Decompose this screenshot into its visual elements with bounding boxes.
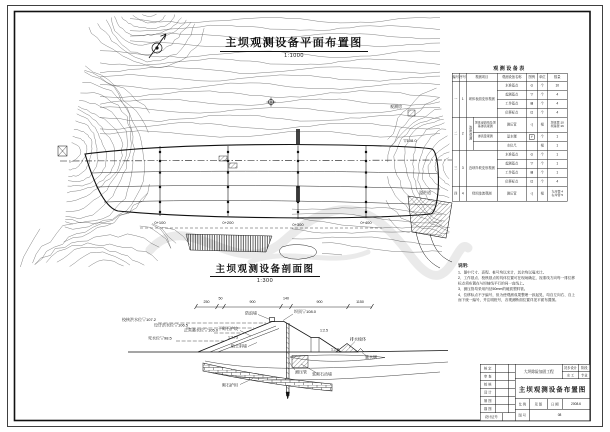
group-seq: 3: [459, 150, 466, 186]
piezometer-label: 测压管: [295, 369, 307, 375]
qty-line: 坝基管:16: [550, 124, 564, 128]
riprap-hatch: [186, 234, 272, 252]
section-title: 主坝观测设备剖面图: [210, 261, 319, 277]
unit-cell: 根: [537, 186, 547, 201]
cutoff-wall-hatch: [292, 356, 308, 368]
station-label: 0+400: [360, 220, 372, 225]
station-label: 0+300: [292, 222, 304, 227]
unit-cell: 个: [537, 150, 547, 159]
weir-legend-icon: ∨: [530, 135, 533, 139]
device-name: 水准基点: [497, 150, 526, 159]
table-row: [452, 186, 567, 201]
dim-value: 900: [249, 300, 256, 304]
notes-heading: 说明:: [458, 263, 469, 268]
sign-row: [481, 404, 516, 412]
equipment-table-panel: [452, 64, 568, 196]
unit-cell: 个: [537, 132, 547, 141]
title-block: [480, 364, 590, 421]
stage-value: 初步设计: [563, 364, 580, 371]
sign-row: [481, 380, 516, 388]
device-name: 位移标点: [497, 177, 526, 186]
weir-label: 量水堰: [365, 354, 377, 360]
qty-cell: 4: [547, 108, 567, 117]
sub-project-cell: 渗流量观测: [473, 132, 497, 141]
project-name: 大坝除险加固工程: [516, 364, 563, 378]
device-name: 位移标点: [497, 108, 526, 117]
qty-line: 右岸管:5: [551, 193, 563, 197]
section-view: [128, 304, 448, 399]
device-name: 起测基点: [497, 159, 526, 168]
table-row: [452, 117, 567, 132]
legend-symbol: ○|: [526, 117, 537, 132]
sign-label: 描 图: [481, 404, 496, 412]
spillway-label: 溢洪道: [419, 190, 431, 195]
date-value: 2008.6: [571, 401, 581, 406]
slope-ratio: 1:2.0: [331, 347, 339, 352]
qty-cell: [547, 117, 567, 132]
drain-prism: [336, 344, 358, 353]
parapet-label: 防浪墙: [245, 310, 257, 316]
note-item: 2、工作基点、校核基点的具体位置可在现场确定，视准线方向每一排位移标点须布置在与坝轴线平行的同一直线上。: [458, 275, 576, 286]
device-name: 测压管: [497, 186, 526, 201]
project-cell-vertical: [466, 117, 473, 150]
unit-cell: 个: [537, 168, 547, 177]
unit-cell: 个: [537, 159, 547, 168]
qty-cell: 10: [547, 81, 567, 90]
north-arrow-icon: [149, 34, 166, 58]
legend-symbol: ⊡: [526, 177, 537, 186]
note-item: 3、测压管均采用内径50mm的硬质塑料管。: [458, 286, 528, 292]
scale-value: 见 图: [530, 398, 548, 408]
station-label: 0+100: [154, 220, 166, 225]
legend-symbol: ⊠: [526, 168, 537, 177]
dam-axis-line: [60, 160, 456, 161]
table-row: [452, 81, 567, 90]
device-name: 工作基点: [497, 168, 526, 177]
device-name: 量水堰: [497, 132, 526, 141]
device-name: 水准基点: [497, 81, 526, 90]
qty-line: 坝体管:10: [550, 121, 564, 125]
dim-value: 50: [218, 296, 223, 301]
dam-outline: [85, 145, 438, 218]
sign-label: 制 图: [481, 396, 496, 404]
slope-ratio: 1:2.5: [320, 328, 328, 333]
drawing-no-label: 图 号: [516, 409, 530, 420]
device-name: 测压管: [497, 117, 526, 132]
unit-cell: 根: [537, 117, 547, 132]
benchmark-icon: [267, 98, 276, 107]
legend-symbol: ⊠: [526, 99, 537, 108]
qty-cell: 4: [547, 99, 567, 108]
qty-cell: 1: [547, 150, 567, 159]
project-cell: 近坝岸坡变形观测: [466, 150, 497, 186]
unit-cell: 个: [537, 81, 547, 90]
unit-cell: 根: [537, 141, 547, 150]
legend-symbol: [526, 132, 537, 141]
project-cell: 坝体表面变形观测: [466, 81, 497, 117]
dim-value: 140: [283, 296, 289, 301]
cutoff-label: 浆砌石齿墙: [312, 371, 332, 377]
stage-label: 阶段: [581, 366, 588, 370]
drawing-title: 主坝观测设备布置图: [516, 379, 590, 399]
plan-title-block: [206, 33, 382, 59]
col-header: 数量: [547, 73, 567, 81]
group-no: 二: [452, 117, 459, 150]
sign-row: [481, 388, 516, 396]
water-level-label: 校核洪水位▽107.2: [122, 317, 157, 322]
qty-cell: 1: [547, 159, 567, 168]
date-label: 日 期: [548, 398, 563, 408]
legend-symbol: ⊡: [526, 108, 537, 117]
col-header: 序号: [459, 73, 466, 81]
unit-cell: 个: [537, 177, 547, 186]
sign-row: [481, 372, 516, 380]
qty-cell: 4: [547, 177, 567, 186]
crest-label: 坝顶▽108.0: [294, 309, 317, 314]
qty-line: 左岸管:4: [551, 190, 563, 194]
section-title-block: [190, 259, 340, 284]
notes-panel: [458, 262, 578, 358]
signature-column: [481, 364, 516, 420]
sign-label: 设 计: [481, 388, 496, 396]
drawing-no-row: [516, 409, 590, 420]
equipment-table: [452, 73, 568, 202]
unit-cell: 个: [537, 108, 547, 117]
house-label: 观测房: [390, 104, 402, 109]
col-header: 图例: [526, 73, 537, 81]
legend-symbol: ○|: [526, 186, 537, 201]
qty-cell: [547, 186, 567, 201]
sub-project-cell: [473, 141, 497, 150]
sign-row: [481, 364, 516, 372]
water-level-label: 设计洪水位▽106.5: [154, 322, 189, 328]
apron-label: 砌石护坦: [222, 382, 238, 388]
sign-row: [481, 412, 516, 420]
device-name: 水位尺: [497, 141, 526, 150]
note-item: 1、图中尺寸、高程、桩号均以米计，其余均以毫米计。: [458, 270, 547, 275]
sign-label: 设计证号: [481, 412, 503, 420]
note-item: 4、位移标点不予编号，但为使观测成果整理一致起见，均自左向右、自上而下统一编号，并注明桩号，各观测断面位置详见平面布置图。: [458, 292, 576, 303]
group-seq: 1: [459, 81, 466, 117]
scale-label: 比 例: [516, 398, 530, 408]
station-label: 0+200: [222, 220, 234, 225]
sign-label: 审 查: [481, 372, 496, 380]
major-row: [563, 371, 590, 378]
group-seq: 4: [459, 186, 466, 201]
table-header-row: [452, 73, 567, 81]
qty-cell: 1: [547, 141, 567, 150]
device-name: 工作基点: [497, 99, 526, 108]
plan-title: 主坝观测设备平面布置图: [220, 34, 368, 52]
stage-row: [563, 364, 590, 371]
drain-prism-label: 排水棱体: [350, 336, 366, 342]
qty-cell: 1: [547, 132, 567, 141]
unit-cell: 个: [537, 99, 547, 108]
device-name: 起测基点: [497, 90, 526, 99]
crest-elevation-label: ▽108.0: [403, 138, 417, 143]
dim-value: 250: [203, 300, 210, 304]
slope-ratio: 1:2.75: [228, 335, 238, 340]
dim-value: 1150: [356, 300, 364, 304]
qty-cell: 1: [547, 168, 567, 177]
equipment-table-title: 观测设备表: [493, 66, 526, 72]
section-scale: 1:300: [256, 278, 274, 284]
group-seq: 2: [459, 117, 466, 150]
col-header: 观测设备名称: [497, 73, 526, 81]
group-no: 一: [452, 81, 459, 117]
group-no: 三: [452, 150, 459, 186]
col-header: 编号: [452, 73, 459, 81]
drawing-no-value: 08: [557, 412, 562, 417]
table-row: [452, 150, 567, 159]
sign-label: 校 核: [481, 380, 496, 388]
plan-labels: [154, 103, 431, 227]
sub-project-cell: 坝体浸润线及坝基渗流观测: [473, 117, 497, 132]
meta-row: [516, 398, 590, 409]
plan-scale: 1:1000: [284, 53, 304, 59]
legend-symbol: ▽: [526, 159, 537, 168]
clay-wall-label: 粘土斜墙: [231, 343, 247, 349]
col-header: 观测项目: [466, 73, 497, 81]
dim-value: 900: [316, 300, 323, 304]
legend-symbol: ⊙: [526, 150, 537, 159]
project-cell: 绕坝渗流观测: [466, 186, 497, 201]
water-level-label: 死水位▽98.5: [148, 335, 172, 341]
unit-cell: 个: [537, 90, 547, 99]
legend-symbol: ▽: [526, 90, 537, 99]
sign-label: 核 定: [481, 364, 496, 372]
major-value: 水 工: [563, 371, 580, 378]
vertical-project-label: 渗流观测: [468, 125, 472, 141]
spillway-hatch: [408, 196, 452, 238]
col-header: 单位: [537, 73, 547, 81]
qty-cell: 4: [547, 90, 567, 99]
sign-row: [481, 396, 516, 404]
group-no: 四: [452, 186, 459, 201]
water-level-label: 正常蓄水位▽105.0: [184, 327, 219, 333]
legend-symbol: [526, 141, 537, 150]
legend-symbol: ⊙: [526, 81, 537, 90]
slope-protection-label: 干砌石护坡: [218, 326, 238, 331]
major-label: 专业: [581, 373, 588, 378]
